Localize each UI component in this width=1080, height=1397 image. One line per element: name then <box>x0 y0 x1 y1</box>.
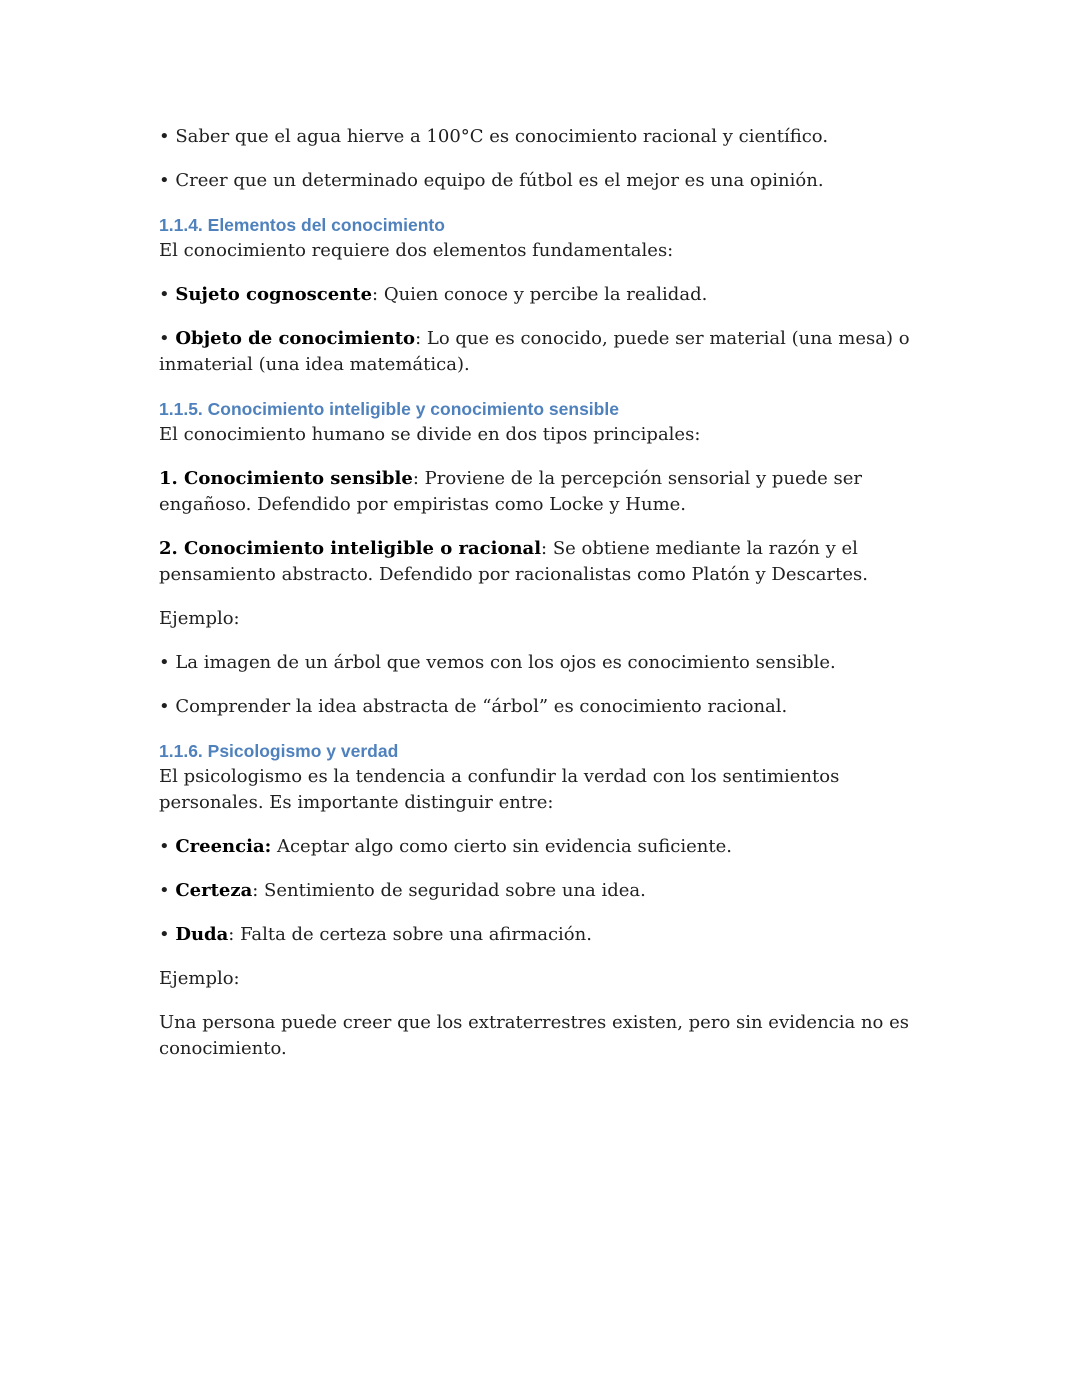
heading-1-1-4: 1.1.4. Elementos del conocimiento <box>159 215 445 235</box>
term-duda: Duda <box>175 924 229 945</box>
bullet-mark: • <box>159 328 176 349</box>
bullet-mark: • <box>159 836 176 857</box>
term-sensible: 1. Conocimiento sensible <box>159 468 413 489</box>
intro-1-1-6: El psicologismo es la tendencia a confundir la verdad con los sentimientos personales. Es importante distinguir entre: <box>159 766 840 813</box>
bullet-duda <box>159 922 939 948</box>
term-creencia: Creencia: <box>175 836 272 857</box>
bullet-mark: • <box>159 924 176 945</box>
term-inteligible: 2. Conocimiento inteligible o racional <box>159 538 542 559</box>
bullet-mark: • <box>159 284 176 305</box>
def-creencia: Aceptar algo como cierto sin evidencia suficiente. <box>271 836 732 857</box>
bullet-objeto <box>159 326 939 378</box>
bullet-agua: • Saber que el agua hierve a 100°C es conocimiento racional y científico. <box>159 126 829 147</box>
bullet-futbol: • Creer que un determinado equipo de fútbol es el mejor es una opinión. <box>159 170 824 191</box>
def-objeto: : Lo que es conocido, puede ser material (una mesa) o inmaterial (una idea matemática). <box>159 328 910 375</box>
ejemplo-label-1: Ejemplo: <box>159 608 240 629</box>
bullet-mark: • <box>159 880 176 901</box>
final-paragraph: Una persona puede creer que los extraterrestres existen, pero sin evidencia no es conocimiento. <box>159 1012 909 1059</box>
term-certeza: Certeza <box>175 880 253 901</box>
document-page <box>159 124 939 1062</box>
intro-1-1-5: El conocimiento humano se divide en dos tipos principales: <box>159 424 701 445</box>
def-duda: : Falta de certeza sobre una afirmación. <box>228 924 592 945</box>
item-inteligible <box>159 536 939 588</box>
def-certeza: : Sentimiento de seguridad sobre una idea. <box>252 880 646 901</box>
term-objeto: Objeto de conocimiento <box>175 328 416 349</box>
bullet-arbol-sensible: • La imagen de un árbol que vemos con los ojos es conocimiento sensible. <box>159 652 836 673</box>
bullet-creencia <box>159 834 939 860</box>
bullet-arbol-racional: • Comprender la idea abstracta de “árbol” es conocimiento racional. <box>159 696 788 717</box>
bullet-sujeto <box>159 282 939 308</box>
def-sujeto: : Quien conoce y percibe la realidad. <box>372 284 708 305</box>
intro-1-1-4: El conocimiento requiere dos elementos fundamentales: <box>159 240 674 261</box>
def-inteligible: : Se obtiene mediante la razón y el pensamiento abstracto. Defendido por racionalistas como Platón y Descartes. <box>159 538 868 585</box>
item-sensible <box>159 466 939 518</box>
heading-1-1-5: 1.1.5. Conocimiento inteligible y conocimiento sensible <box>159 399 619 419</box>
def-sensible: : Proviene de la percepción sensorial y puede ser engañoso. Defendido por empiristas como Locke y Hume. <box>159 468 863 515</box>
bullet-certeza <box>159 878 939 904</box>
heading-1-1-6: 1.1.6. Psicologismo y verdad <box>159 741 399 761</box>
ejemplo-label-2: Ejemplo: <box>159 968 240 989</box>
term-sujeto: Sujeto cognoscente <box>175 284 373 305</box>
